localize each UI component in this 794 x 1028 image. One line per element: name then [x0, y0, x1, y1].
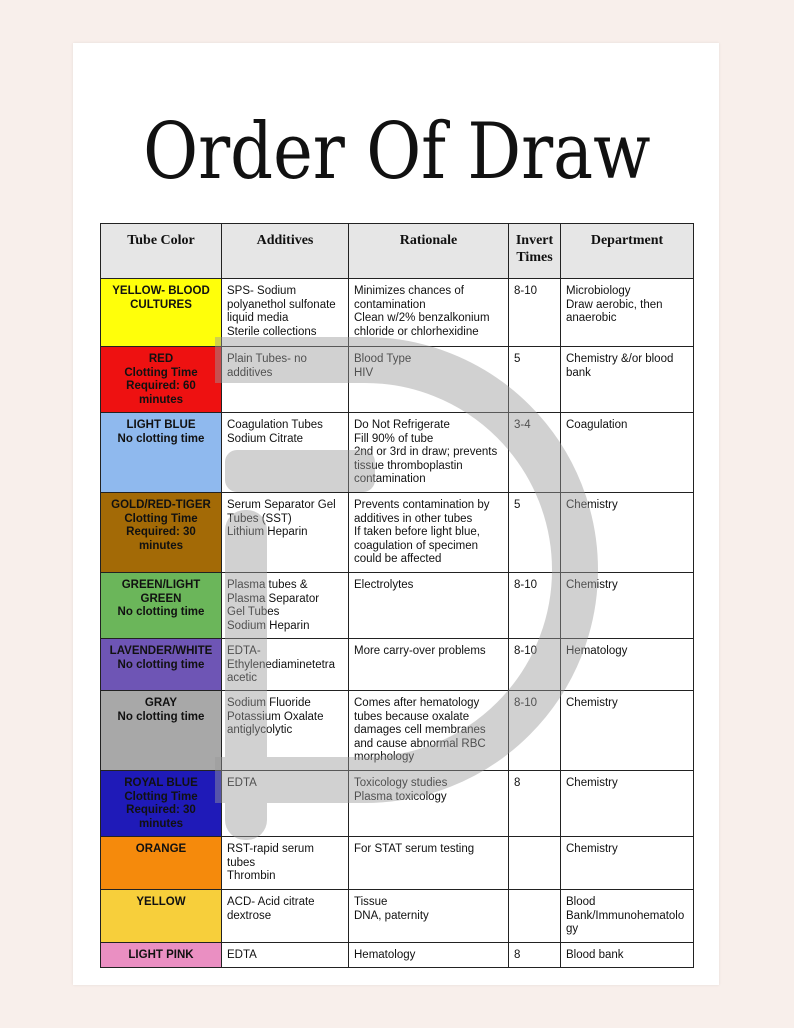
rationale-cell: Comes after hematology tubes because oxalate damages cell membranes and cause abnormal RBC morphology: [349, 691, 509, 771]
invert-times-cell: 8-10: [509, 279, 561, 347]
table-row: [101, 573, 694, 639]
tube-color-cell: ORANGE: [101, 837, 222, 890]
additives-cell: RST-rapid serum tubes Thrombin: [222, 837, 349, 890]
tube-color-cell: GRAY No clotting time: [101, 691, 222, 771]
tube-color-cell: LAVENDER/WHITE No clotting time: [101, 639, 222, 691]
page-title: Order Of Draw: [143, 107, 651, 197]
additives-cell: Plain Tubes- no additives: [222, 347, 349, 413]
order-of-draw-table: [100, 223, 694, 968]
invert-times-cell: 5: [509, 347, 561, 413]
additives-cell: Coagulation Tubes Sodium Citrate: [222, 413, 349, 493]
header-department: Department: [561, 224, 694, 279]
department-cell: Chemistry &/or blood bank: [561, 347, 694, 413]
rationale-cell: More carry-over problems: [349, 639, 509, 691]
header-rationale: Rationale: [349, 224, 509, 279]
additives-cell: SPS- Sodium polyanethol sulfonate liquid media Sterile collections: [222, 279, 349, 347]
table-row: [101, 347, 694, 413]
invert-times-cell: 5: [509, 493, 561, 573]
table-row: [101, 943, 694, 968]
table-row: [101, 691, 694, 771]
rationale-cell: Hematology: [349, 943, 509, 968]
additives-cell: Serum Separator Gel Tubes (SST) Lithium Heparin: [222, 493, 349, 573]
tube-color-cell: LIGHT BLUE No clotting time: [101, 413, 222, 493]
department-cell: Coagulation: [561, 413, 694, 493]
tube-color-cell: YELLOW: [101, 890, 222, 943]
additives-cell: EDTA- Ethylenediaminetetra acetic: [222, 639, 349, 691]
tube-color-cell: LIGHT PINK: [101, 943, 222, 968]
additives-cell: EDTA: [222, 943, 349, 968]
table-row: [101, 639, 694, 691]
table-row: [101, 771, 694, 837]
table-row: [101, 413, 694, 493]
table-row: [101, 279, 694, 347]
invert-times-cell: 8-10: [509, 639, 561, 691]
table-row: [101, 493, 694, 573]
table-row: [101, 890, 694, 943]
additives-cell: Plasma tubes & Plasma Separator Gel Tubes Sodium Heparin: [222, 573, 349, 639]
additives-cell: ACD- Acid citrate dextrose: [222, 890, 349, 943]
invert-times-cell: [509, 837, 561, 890]
invert-times-cell: 8: [509, 943, 561, 968]
tube-color-cell: RED Clotting Time Required: 60 minutes: [101, 347, 222, 413]
department-cell: Hematology: [561, 639, 694, 691]
invert-times-cell: 3-4: [509, 413, 561, 493]
department-cell: Chemistry: [561, 837, 694, 890]
rationale-cell: Electrolytes: [349, 573, 509, 639]
department-cell: Chemistry: [561, 691, 694, 771]
rationale-cell: Prevents contamination by additives in other tubes If taken before light blue, coagulation of specimen could be affected: [349, 493, 509, 573]
rationale-cell: Minimizes chances of contamination Clean w/2% benzalkonium chloride or chlorhexidine: [349, 279, 509, 347]
header-invert-times: Invert Times: [509, 224, 561, 279]
additives-cell: EDTA: [222, 771, 349, 837]
department-cell: Blood Bank/Immunohematolo gy: [561, 890, 694, 943]
tube-color-cell: GREEN/LIGHT GREEN No clotting time: [101, 573, 222, 639]
tube-color-cell: ROYAL BLUE Clotting Time Required: 30 minutes: [101, 771, 222, 837]
invert-times-cell: 8-10: [509, 573, 561, 639]
invert-times-cell: 8-10: [509, 691, 561, 771]
tube-color-cell: GOLD/RED-TIGER Clotting Time Required: 30 minutes: [101, 493, 222, 573]
table-header-row: [101, 224, 694, 279]
invert-times-cell: 8: [509, 771, 561, 837]
header-additives: Additives: [222, 224, 349, 279]
rationale-cell: Do Not Refrigerate Fill 90% of tube 2nd or 3rd in draw; prevents tissue thromboplastin contamination: [349, 413, 509, 493]
additives-cell: Sodium Fluoride Potassium Oxalate antiglycolytic: [222, 691, 349, 771]
department-cell: Blood bank: [561, 943, 694, 968]
table-row: [101, 837, 694, 890]
department-cell: Chemistry: [561, 573, 694, 639]
tube-color-cell: YELLOW- BLOOD CULTURES: [101, 279, 222, 347]
department-cell: Chemistry: [561, 493, 694, 573]
rationale-cell: Toxicology studies Plasma toxicology: [349, 771, 509, 837]
department-cell: Chemistry: [561, 771, 694, 837]
invert-times-cell: [509, 890, 561, 943]
header-tube-color: Tube Color: [101, 224, 222, 279]
rationale-cell: Blood Type HIV: [349, 347, 509, 413]
rationale-cell: Tissue DNA, paternity: [349, 890, 509, 943]
department-cell: Microbiology Draw aerobic, then anaerobic: [561, 279, 694, 347]
rationale-cell: For STAT serum testing: [349, 837, 509, 890]
